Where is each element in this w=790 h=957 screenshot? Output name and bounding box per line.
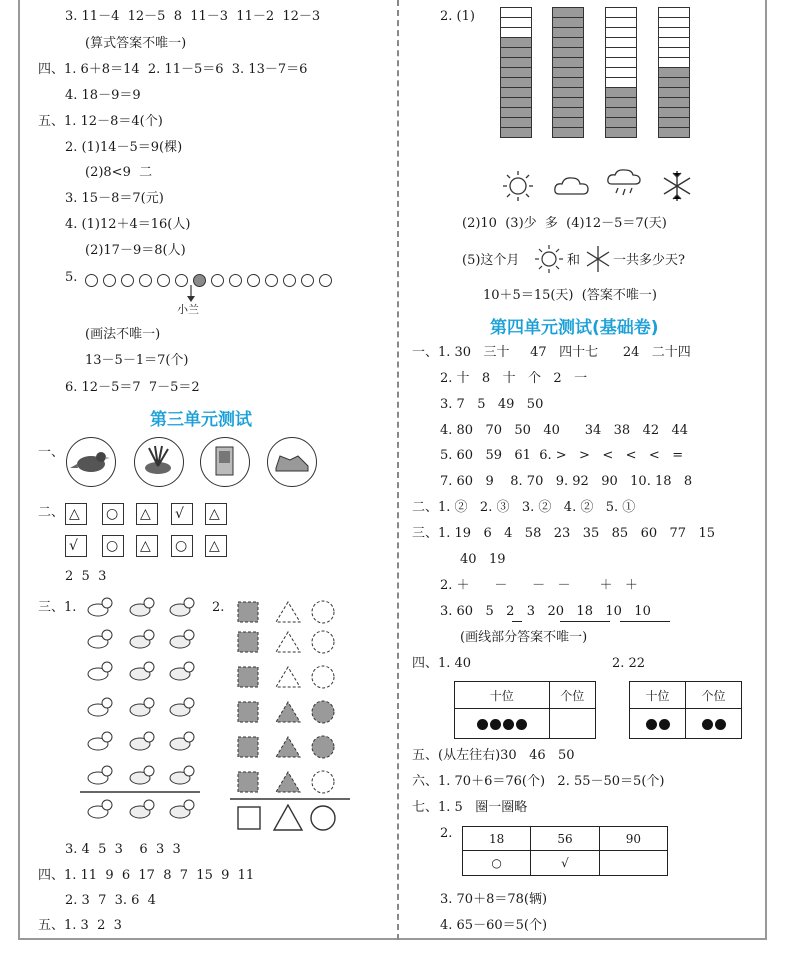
- bar-snowy: [658, 8, 690, 138]
- mark-box: √: [65, 535, 87, 557]
- mark-box: △: [136, 503, 158, 525]
- right-u7-3: 3. 70＋8＝78(辆): [440, 892, 548, 907]
- bar-segment: [658, 127, 690, 138]
- left-s4-4: 4. 18－9＝9: [65, 88, 141, 103]
- place-value-table-2: [629, 681, 742, 739]
- tens-dots: [455, 709, 550, 739]
- cow-icon: [88, 698, 112, 716]
- underline: [620, 621, 670, 622]
- bar-sunny: [500, 8, 532, 138]
- ones-header: 个位: [686, 682, 742, 709]
- cloud-icon: [553, 172, 591, 200]
- circle: [265, 274, 278, 287]
- counter-dot: [715, 719, 726, 730]
- triangle-shape: [276, 737, 300, 757]
- square-shape: [238, 772, 258, 792]
- right-u3-1: 三、1. 19 6 4 58 23 35 85 60 77 15: [412, 526, 715, 541]
- circle: [157, 274, 170, 287]
- left-s4-1: 四、1. 6＋8＝14 2. 11－5＝6 3. 13－7＝6: [38, 62, 308, 77]
- right-border: [765, 0, 767, 940]
- right-u6: 六、1. 70＋6＝76(个) 2. 55－50＝5(个): [412, 774, 665, 789]
- place-value-table-1: [454, 681, 596, 739]
- square-shape: [238, 632, 258, 652]
- cat-icon: [170, 766, 194, 784]
- triangle-shape: [274, 805, 302, 830]
- unit3-title: 第三单元测试: [150, 410, 252, 430]
- left-nums-253: 2 5 3: [65, 569, 107, 584]
- right-u5: 五、(从左往右)30 46 50: [412, 748, 575, 763]
- drink-box-icon: [200, 437, 250, 487]
- left-sec3-1: 三、1.: [38, 600, 77, 615]
- circle: [319, 274, 332, 287]
- right-q2-line3b: 和: [567, 253, 581, 268]
- counter-dot: [503, 719, 514, 730]
- triangle-shape: [276, 667, 300, 687]
- cat-icon: [170, 662, 194, 680]
- mark-box: ○: [102, 535, 124, 557]
- snowflake-icon: [660, 169, 694, 203]
- left-s5-2a: 2. (1)14－5＝9(棵): [65, 140, 183, 155]
- square-shape: [238, 807, 260, 829]
- circle-row: [85, 270, 337, 289]
- left-s4b-1: 四、1. 11 9 6 17 8 7 15 9 11: [38, 868, 255, 883]
- ones-dots: [686, 709, 742, 739]
- left-s5-2b: (2)8<9 二: [85, 165, 153, 180]
- cow-icon: [88, 598, 112, 616]
- right-u1-7: 7. 60 9 8. 70 9. 92 90 10. 18 8: [440, 474, 693, 489]
- left-s5-1: 五、1. 12－8＝4(个): [38, 114, 163, 129]
- counter-dot: [516, 719, 527, 730]
- right-u3-note: (画线部分答案不唯一): [460, 630, 588, 645]
- counter-dot: [477, 719, 488, 730]
- ones-dots: [549, 709, 595, 739]
- bar-segment: [552, 127, 584, 138]
- unit4-title: 第四单元测试(基础卷): [490, 318, 659, 338]
- chick-icon: [130, 800, 154, 818]
- triangle-shape: [276, 772, 300, 792]
- circle: [139, 274, 152, 287]
- right-u7-1: 七、1. 5 圈一圈略: [412, 800, 528, 815]
- chick-icon: [130, 598, 154, 616]
- table-cell: √: [531, 851, 599, 876]
- cow-icon: [88, 732, 112, 750]
- right-u4-1: 四、1. 40: [412, 656, 472, 671]
- right-u7-4: 4. 65－60＝5(个): [440, 918, 548, 933]
- circle-shape: [312, 601, 334, 623]
- cow-icon: [88, 766, 112, 784]
- bar-segment: [605, 127, 637, 138]
- tens-header: 十位: [630, 682, 686, 709]
- plant-icon: [134, 437, 184, 487]
- right-u4-2: 2. 22: [612, 656, 646, 671]
- rain-icon: [606, 167, 642, 201]
- cat-icon: [170, 732, 194, 750]
- left-s5-5: 5.: [65, 270, 78, 285]
- circle: [229, 274, 242, 287]
- left-s5-6: 6. 12－5＝7 7－5＝2: [65, 380, 200, 395]
- chick-icon: [130, 662, 154, 680]
- column-divider: [397, 0, 399, 940]
- right-q2-line3a: (5)这个月: [462, 253, 520, 268]
- square-shape: [238, 702, 258, 722]
- counter-dot: [659, 719, 670, 730]
- right-u3-3: 3. 60 5 2 3 20 18 10 10: [440, 604, 651, 619]
- cow-icon: [88, 630, 112, 648]
- bar-rainy: [605, 8, 637, 138]
- right-u3-1b: 40 19: [460, 552, 506, 567]
- cow-icon: [88, 800, 112, 818]
- table-cell: [599, 851, 667, 876]
- circle: [85, 274, 98, 287]
- right-q2-label: 2. (1): [440, 9, 475, 24]
- shape-grid: [230, 592, 350, 832]
- left-q3-3: 3. 4 5 3 6 3 3: [65, 842, 181, 857]
- bar-segment: [500, 127, 532, 138]
- chick-icon: [130, 732, 154, 750]
- cat-icon: [170, 598, 194, 616]
- bar-cloudy: [552, 8, 584, 138]
- triangle-shape: [276, 602, 300, 622]
- arrow-down-icon: [185, 285, 197, 303]
- pigeon-icon: [66, 437, 116, 487]
- mark-box: △: [205, 535, 227, 557]
- right-u3-2: 2. ＋ － － － ＋ ＋: [440, 578, 638, 593]
- right-q2-line3c: 一共多少天?: [613, 253, 685, 268]
- counter-dot: [490, 719, 501, 730]
- circle-shape: [311, 806, 335, 830]
- chick-icon: [130, 630, 154, 648]
- circle: [301, 274, 314, 287]
- bottom-border: [18, 938, 767, 940]
- sun-icon: [534, 244, 564, 274]
- cow-icon: [88, 662, 112, 680]
- circle: [103, 274, 116, 287]
- left-sec2: 二、: [38, 505, 65, 520]
- square-shape: [238, 667, 258, 687]
- right-u7-2: 2.: [440, 826, 453, 841]
- cat-icon: [170, 630, 194, 648]
- circle-shape: [312, 666, 334, 688]
- left-q3-note: (算式答案不唯一): [85, 36, 187, 51]
- cat-icon: [170, 800, 194, 818]
- left-sec1: 一、: [38, 445, 65, 460]
- triangle-shape: [276, 702, 300, 722]
- circle-shape: [312, 631, 334, 653]
- counter-dot: [702, 719, 713, 730]
- right-q2-line2: (2)10 (3)少 多 (4)12－5＝7(天): [462, 216, 667, 231]
- tens-dots: [630, 709, 686, 739]
- circle-shape: [312, 701, 334, 723]
- table-cell: 18: [463, 827, 531, 851]
- right-u2-1: 二、1. ② 2. ③ 3. ② 4. ② 5. ①: [412, 500, 636, 515]
- right-u1-1: 一、1. 30 三十 47 四十七 24 二十四: [412, 345, 691, 360]
- right-q2-line4: 10＋5＝15(天) (答案不唯一): [483, 288, 657, 303]
- triangle-shape: [276, 632, 300, 652]
- right-u1-4: 4. 80 70 50 40 34 38 42 44: [440, 423, 689, 438]
- arrow-label: 小兰: [177, 303, 199, 316]
- left-s5-4a: 4. (1)12＋4＝16(人): [65, 217, 191, 232]
- tens-header: 十位: [455, 682, 550, 709]
- underline: [512, 621, 522, 622]
- snowflake-icon: [583, 244, 613, 274]
- chick-icon: [130, 698, 154, 716]
- right-u1-3: 3. 7 5 49 50: [440, 397, 544, 412]
- mark-box: △: [65, 503, 87, 525]
- circle: [283, 274, 296, 287]
- number-table: [462, 826, 668, 876]
- table-cell: 90: [599, 827, 667, 851]
- weather-bar-chart: [495, 6, 725, 166]
- cat-icon: [170, 698, 194, 716]
- table-cell: 56: [531, 827, 599, 851]
- right-u1-2: 2. 十 8 十 个 2 一: [440, 371, 588, 386]
- circle-shape: [312, 771, 334, 793]
- sun-icon: [501, 170, 535, 202]
- table-cell: ○: [463, 851, 531, 876]
- left-s5-3: 3. 15－8＝7(元): [65, 191, 164, 206]
- square-shape: [238, 737, 258, 757]
- left-s5-4b: (2)17－9＝8(人): [85, 243, 186, 258]
- ones-header: 个位: [549, 682, 595, 709]
- mark-box: √: [171, 503, 193, 525]
- underline: [560, 621, 610, 622]
- left-s5b-1: 五、1. 3 2 3: [38, 918, 122, 933]
- mark-box: △: [205, 503, 227, 525]
- left-sec3-2: 2.: [212, 600, 225, 615]
- sneaker-icon: [267, 437, 317, 487]
- chick-icon: [130, 766, 154, 784]
- mark-box: ○: [102, 503, 124, 525]
- counter-dot: [646, 719, 657, 730]
- mark-box: △: [136, 535, 158, 557]
- mark-box: ○: [171, 535, 193, 557]
- right-u1-5: 5. 60 59 61 6. > > < < < =: [440, 448, 684, 463]
- circle: [247, 274, 260, 287]
- square-shape: [238, 602, 258, 622]
- circle-shape: [312, 736, 334, 758]
- left-q3-top: 3. 11－4 12－5 8 11－3 11－2 12－3: [65, 9, 321, 24]
- circle: [121, 274, 134, 287]
- left-eq2: 13－5－1＝7(个): [85, 353, 189, 368]
- circle: [211, 274, 224, 287]
- animal-grid: [80, 592, 200, 832]
- left-border: [18, 0, 20, 940]
- left-s4b-2: 2. 3 7 3. 6 4: [65, 893, 156, 908]
- left-note2: (画法不唯一): [85, 327, 161, 342]
